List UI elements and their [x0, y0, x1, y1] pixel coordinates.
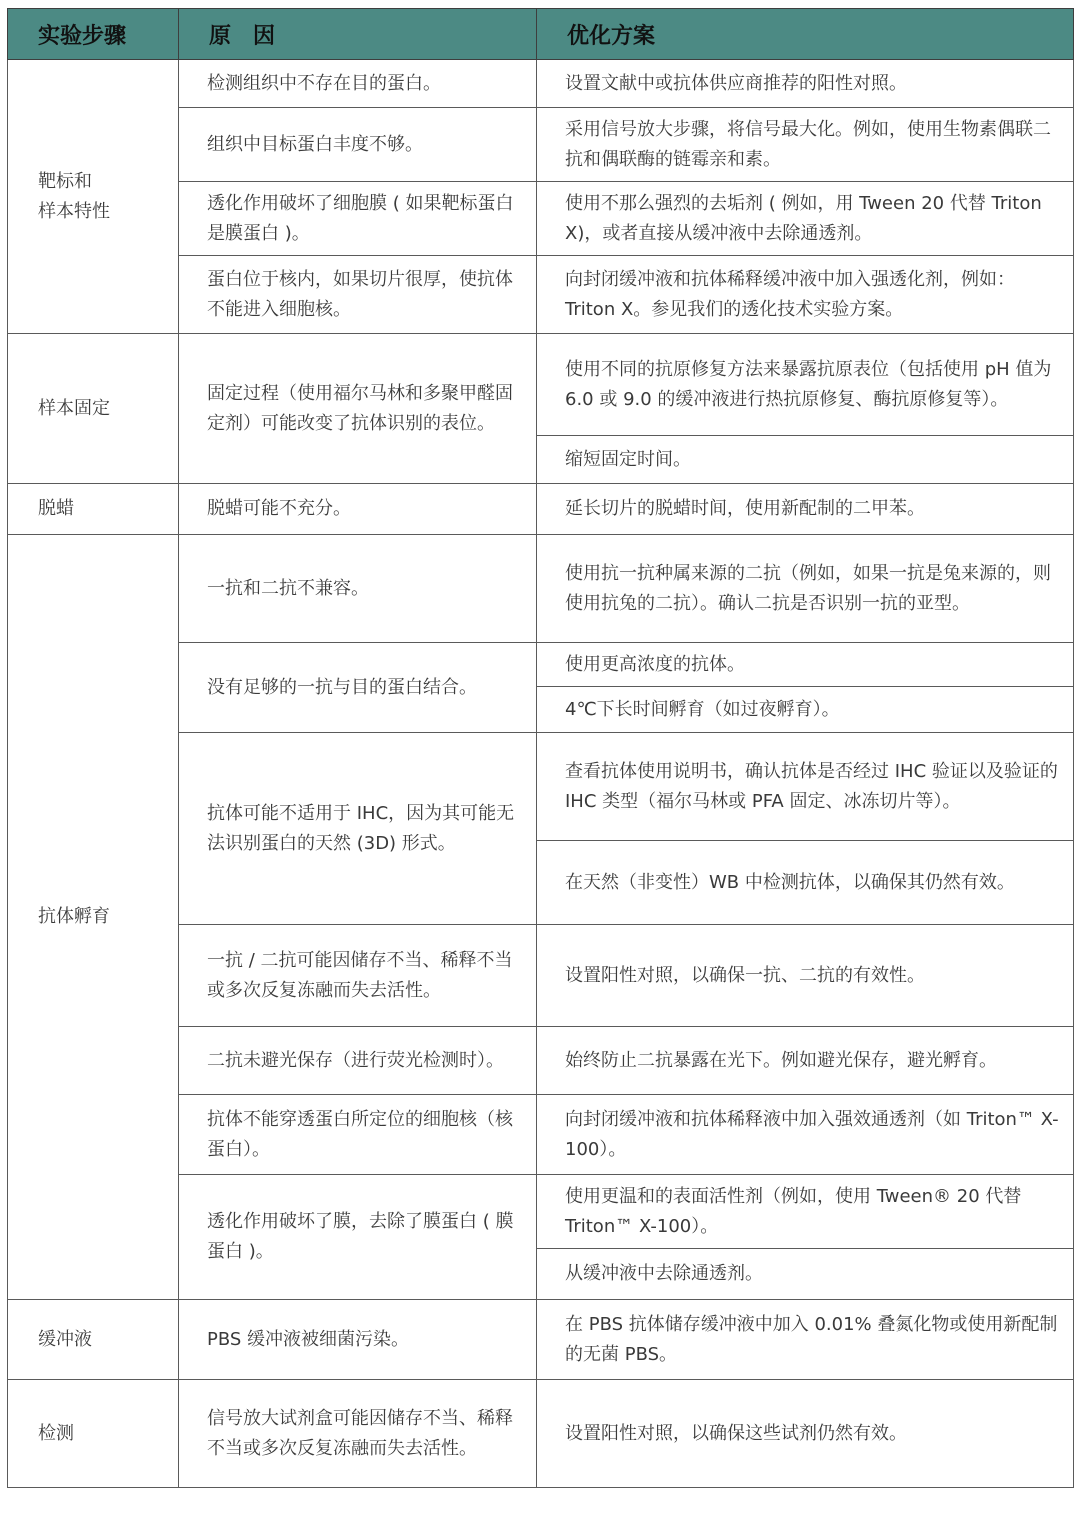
cause-cell: 透化作用破坏了膜，去除了膜蛋白 ( 膜蛋白 )。 — [179, 1175, 537, 1300]
cause-cell: 组织中目标蛋白丰度不够。 — [179, 108, 537, 182]
cause-cell: 固定过程（使用福尔马林和多聚甲醛固定剂）可能改变了抗体识别的表位。 — [179, 334, 537, 484]
step-cell: 靶标和 样本特性 — [8, 60, 179, 334]
cause-cell: 脱蜡可能不充分。 — [179, 484, 537, 535]
solution-cell: 始终防止二抗暴露在光下。例如避光保存，避光孵育。 — [537, 1027, 1074, 1095]
solution-cell: 设置文献中或抗体供应商推荐的阳性对照。 — [537, 60, 1074, 108]
cause-cell: 没有足够的一抗与目的蛋白结合。 — [179, 643, 537, 733]
solution-cell: 向封闭缓冲液和抗体稀释缓冲液中加入强透化剂，例如：Triton X。参见我们的透化技术实验方案。 — [537, 256, 1074, 334]
troubleshooting-table — [7, 8, 1074, 1488]
solution-cell: 设置阳性对照，以确保一抗、二抗的有效性。 — [537, 925, 1074, 1027]
cause-cell: 透化作用破坏了细胞膜 ( 如果靶标蛋白是膜蛋白 )。 — [179, 182, 537, 256]
solution-cell: 使用抗一抗种属来源的二抗（例如，如果一抗是兔来源的，则使用抗兔的二抗）。确认二抗是否识别一抗的亚型。 — [537, 535, 1074, 643]
step-cell: 抗体孵育 — [8, 535, 179, 1300]
cause-cell: 抗体不能穿透蛋白所定位的细胞核（核蛋白）。 — [179, 1095, 537, 1175]
table-body — [8, 60, 1074, 1488]
cause-cell: 信号放大试剂盒可能因储存不当、稀释不当或多次反复冻融而失去活性。 — [179, 1380, 537, 1488]
step-cell: 缓冲液 — [8, 1300, 179, 1380]
solution-cell: 使用更高浓度的抗体。 — [537, 643, 1074, 687]
solution-cell: 延长切片的脱蜡时间，使用新配制的二甲苯。 — [537, 484, 1074, 535]
table-row — [8, 1380, 1074, 1488]
cause-cell: PBS 缓冲液被细菌污染。 — [179, 1300, 537, 1380]
solution-cell: 采用信号放大步骤，将信号最大化。例如，使用生物素偶联二抗和偶联酶的链霉亲和素。 — [537, 108, 1074, 182]
table-row — [8, 334, 1074, 436]
cause-cell: 二抗未避光保存（进行荧光检测时）。 — [179, 1027, 537, 1095]
cause-cell: 抗体可能不适用于 IHC，因为其可能无法识别蛋白的天然 (3D) 形式。 — [179, 733, 537, 925]
solution-cell: 缩短固定时间。 — [537, 436, 1074, 484]
solution-cell: 在 PBS 抗体储存缓冲液中加入 0.01% 叠氮化物或使用新配制的无菌 PBS。 — [537, 1300, 1074, 1380]
solution-cell: 设置阳性对照，以确保这些试剂仍然有效。 — [537, 1380, 1074, 1488]
header-row — [8, 9, 1074, 60]
header-step: 实验步骤 — [8, 9, 179, 60]
cause-cell: 蛋白位于核内，如果切片很厚，使抗体不能进入细胞核。 — [179, 256, 537, 334]
header-cause: 原 因 — [179, 9, 537, 60]
cause-cell: 一抗和二抗不兼容。 — [179, 535, 537, 643]
step-cell: 脱蜡 — [8, 484, 179, 535]
solution-cell: 使用不那么强烈的去垢剂 ( 例如，用 Tween 20 代替 Triton X)，或者直接从缓冲液中去除通透剂。 — [537, 182, 1074, 256]
solution-cell: 使用不同的抗原修复方法来暴露抗原表位（包括使用 pH 值为 6.0 或 9.0 的缓冲液进行热抗原修复、酶抗原修复等）。 — [537, 334, 1074, 436]
header-solution: 优化方案 — [537, 9, 1074, 60]
table-row — [8, 535, 1074, 643]
solution-cell: 使用更温和的表面活性剂（例如，使用 Tween® 20 代替 Triton™ X-100）。 — [537, 1175, 1074, 1249]
table-row — [8, 1300, 1074, 1380]
step-cell: 检测 — [8, 1380, 179, 1488]
solution-cell: 4℃下长时间孵育（如过夜孵育）。 — [537, 687, 1074, 733]
table-row — [8, 60, 1074, 108]
table-row — [8, 484, 1074, 535]
solution-cell: 向封闭缓冲液和抗体稀释液中加入强效通透剂（如 Triton™ X-100）。 — [537, 1095, 1074, 1175]
solution-cell: 从缓冲液中去除通透剂。 — [537, 1249, 1074, 1300]
solution-cell: 查看抗体使用说明书，确认抗体是否经过 IHC 验证以及验证的 IHC 类型（福尔马林或 PFA 固定、冰冻切片等）。 — [537, 733, 1074, 841]
cause-cell: 检测组织中不存在目的蛋白。 — [179, 60, 537, 108]
solution-cell: 在天然（非变性）WB 中检测抗体，以确保其仍然有效。 — [537, 841, 1074, 925]
step-cell: 样本固定 — [8, 334, 179, 484]
troubleshooting-table-wrapper — [7, 8, 1073, 1488]
cause-cell: 一抗 / 二抗可能因储存不当、稀释不当或多次反复冻融而失去活性。 — [179, 925, 537, 1027]
